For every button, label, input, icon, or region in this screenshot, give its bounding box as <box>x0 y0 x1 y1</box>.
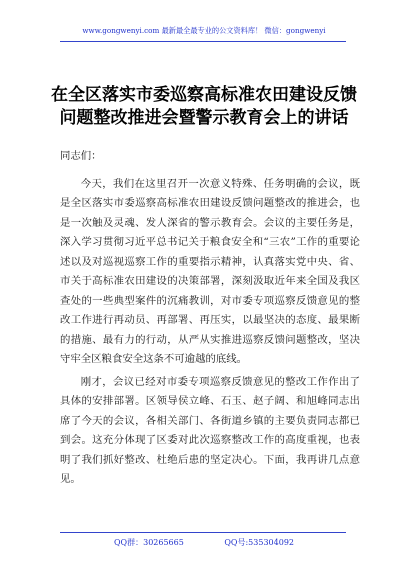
footer-qq-group: QQ群：30265665 <box>113 538 184 547</box>
document-body <box>60 147 360 490</box>
document-title <box>30 84 378 130</box>
title-line-2: 问题整改推进会暨警示教育会上的讲话 <box>59 108 349 128</box>
header-text: www.gongwenyi.com 最新最全最专业的公文资料库！ 微信：gongwenyi <box>82 26 326 35</box>
paragraph-1: 今天，我们在这里召开一次意义特殊、任务明确的会议，既是全区落实市委巡察高标准农田建设反馈问题整改的推进会，也是一次触及灵魂、发人深省的警示教育会。会议的主要任务是，深入学习贯彻习近平总书记关于粮食安全和“三农”工作的重要论述以及对巡视巡察工作的重要指示精神，认真落实党中央、省、市关于高标准农田建设的决策部署，深刻汲取近年来全国及我区查处的一些典型案件的沉痛教训，对市委专项巡察反馈意见的整改工作进行再动员、再部署、再压实，以最坚决的态度、最果断的措施、最有力的行动，从严从实推进巡察反馈问题整改，坚决守牢全区粮食安全这条不可逾越的底线。 <box>60 177 360 365</box>
title-line-1: 在全区落实市委巡察高标准农田建设反馈 <box>51 85 357 105</box>
header-divider <box>60 41 346 42</box>
paragraph-2: 刚才，会议已经对市委专项巡察反馈意见的整改工作作出了具体的安排部署。区领导侯立峰、石玉、赵子阔、和旭峰同志出席了今天的会议，各相关部门、各街道乡镇的主要负责同志都已到会。这充分体现了区委对此次巡察整改工作的高度重视，也表明了我们抓好整改、杜绝后患的坚定决心。下面，我再讲几点意见。 <box>60 375 360 485</box>
footer-qq-number: QQ号:535304092 <box>224 538 294 547</box>
page-footer <box>0 537 408 549</box>
footer-divider <box>60 532 346 533</box>
page-header <box>0 26 408 36</box>
salutation: 同志们： <box>60 150 102 162</box>
